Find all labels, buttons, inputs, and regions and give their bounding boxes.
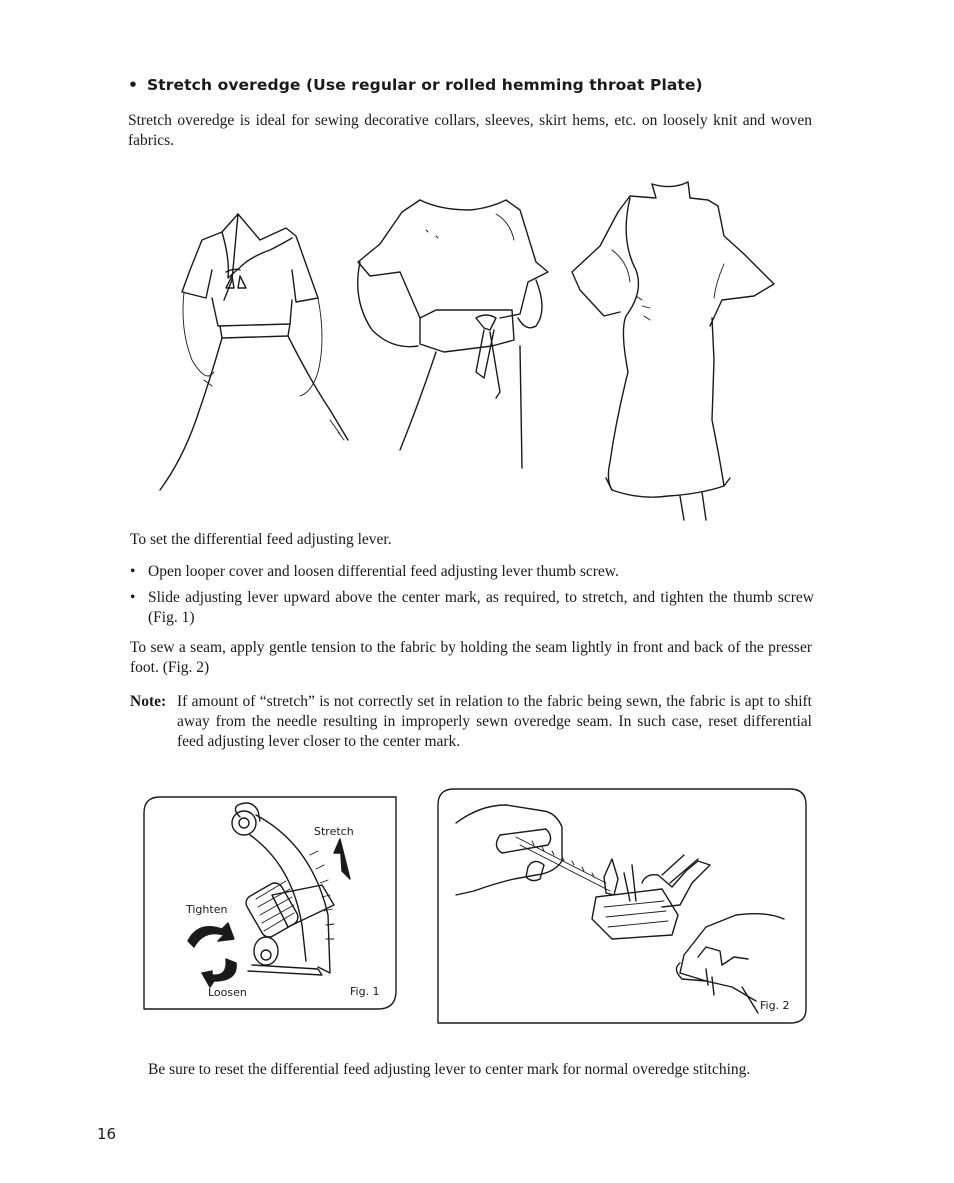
tighten-label: Tighten: [186, 903, 228, 916]
note-text: If amount of “stretch” is not correctly set in relation to the fabric being sewn, the fabric is apt to shift away from the needle resulting in improperly sewn overedge seam. In such case, reset differential feed adjusting lever closer to the center mark.: [177, 693, 812, 750]
stretch-label: Stretch: [314, 825, 354, 838]
loosen-label: Loosen: [208, 986, 247, 999]
sew-seam-paragraph: To sew a seam, apply gentle tension to the fabric by holding the seam lightly in front and back of the presser foot. (Fig. 2): [130, 639, 812, 676]
sewing-hands-drawing: [436, 787, 808, 1025]
figure-1: [142, 795, 398, 1011]
figure-2: [436, 787, 808, 1025]
fig1-caption: Fig. 1: [350, 985, 380, 998]
differential-lever-drawing: [142, 795, 398, 1011]
instruction-list: [128, 562, 814, 634]
page-number: 16: [97, 1125, 117, 1143]
figure-ruffle-blouse: [358, 200, 548, 468]
note-label: Note:: [130, 693, 167, 710]
set-lever-text: To set the differential feed adjusting lever.: [130, 531, 392, 548]
heading-bullet: •: [128, 76, 139, 94]
intro-paragraph: Stretch overedge is ideal for sewing decorative collars, sleeves, skirt hems, etc. on loosely knit and woven fabrics.: [128, 112, 812, 149]
figure-mermaid-dress: [572, 182, 774, 520]
reset-instruction: Be sure to reset the differential feed adjusting lever to center mark for normal overedge stitching.: [148, 1061, 751, 1078]
fig2-caption: Fig. 2: [760, 999, 790, 1012]
list-item: • Open looper cover and loosen differential feed adjusting lever thumb screw.: [128, 562, 814, 582]
list-item: • Slide adjusting lever upward above the center mark, as required, to stretch, and tighten the thumb screw (Fig. 1): [128, 588, 814, 628]
figure-collar-blouse: [160, 214, 348, 490]
heading-text: Stretch overedge (Use regular or rolled hemming throat Plate): [147, 76, 703, 94]
